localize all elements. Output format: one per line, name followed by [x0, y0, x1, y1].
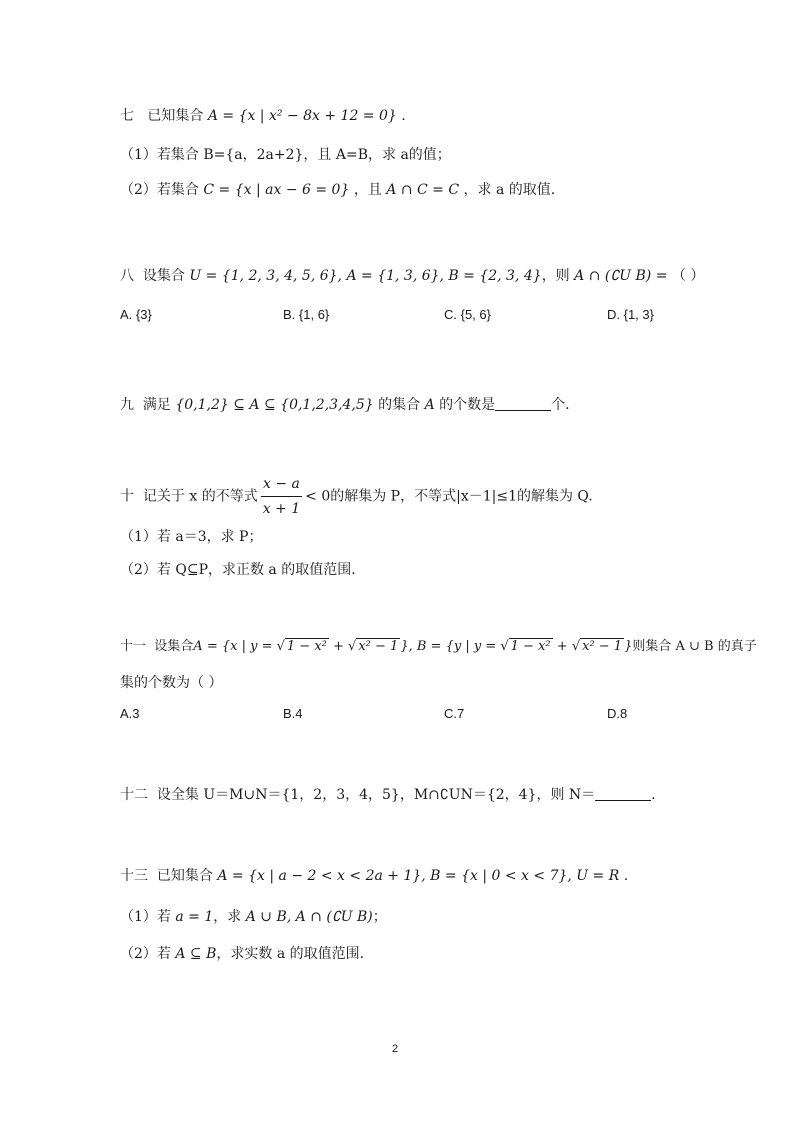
q12-text: 设全集 U＝M∪N＝{1，2，3，4，5}，M∩∁UN＝{2，4}，则 N＝ [156, 787, 596, 803]
q13-stem-prefix: 已知集合 [156, 868, 213, 884]
q13-part1 [120, 907, 387, 927]
q8-complement-expression: A ∩ (∁U B) = [574, 268, 668, 284]
q11-set-a-radical-1: 1 − x² [286, 639, 327, 654]
q11-set-b-pre: B = {y | y = [416, 639, 501, 654]
q8-option-c[interactable]: C. {5, 6} [444, 307, 491, 322]
q13-stem [120, 866, 628, 886]
q8-stem [120, 266, 704, 286]
q8-stem-mid: ，则 [541, 268, 570, 284]
q9-number: 九 [120, 397, 134, 413]
q7-set-expression: A = {x | x² − 8x + 12 = 0} [207, 108, 397, 124]
q7-part2-set-expression: C = {x | ax − 6 = 0} [203, 182, 350, 198]
q8-stem-prefix: 设集合 [142, 268, 185, 284]
q11-set-b: B = {y | y = √ 1 − x² + √ x² − 1 } [416, 639, 633, 654]
q10-part2: （2）若 Q⊆P，求正数 a 的取值范围. [120, 562, 356, 578]
q10-part1: （1）若 a＝3，求 P； [120, 529, 263, 545]
q12-stem [120, 785, 656, 805]
q11-option-a[interactable]: A.3 [120, 706, 140, 721]
q13-stem-suffix: . [623, 868, 629, 884]
q11-stem [120, 637, 757, 657]
q9-stem-prefix: 满足 [142, 397, 171, 413]
q13-part1-prefix: （1）若 [120, 909, 171, 925]
q11-set-a-post: }, [400, 639, 417, 654]
q8-answer-paren: （ ） [671, 268, 705, 284]
q13-part1-suffix: ； [372, 909, 387, 925]
q7-number: 七 [120, 108, 134, 124]
q10-fraction-numerator: x − a [261, 474, 302, 497]
q10-stem-prefix: 记关于 x 的不等式 [142, 488, 258, 505]
q10-stem [120, 474, 593, 519]
q9-variable: A [424, 397, 435, 413]
q8-option-d[interactable]: D. {1, 3} [607, 307, 654, 322]
q11-set-b-post: } [624, 639, 633, 654]
q10-stem-suffix: 的解集为 Q. [516, 488, 593, 505]
q13-part2-suffix: ，求实数 a 的取值范围. [216, 946, 365, 962]
q13-sets-expression: A = {x | a − 2 < x < 2a + 1}, B = {x | 0 < x < 7}, U = R [217, 868, 620, 884]
q13-number: 十三 [120, 868, 148, 884]
q7-stem-suffix: . [401, 108, 406, 124]
q13-part1-expression: A ∪ B, A ∩ (∁U B) [245, 909, 373, 925]
q7-stem-prefix: 已知集合 [147, 108, 204, 124]
q11-option-c[interactable]: C.7 [444, 706, 465, 721]
q7-part2-prefix: （2）若集合 [120, 182, 199, 198]
q11-set-b-radical-1: 1 − x² [510, 639, 551, 654]
q11-option-d[interactable]: D.8 [607, 706, 628, 721]
q11-stem-line2: 集的个数为（ ） [120, 675, 223, 691]
q13-part2-condition: A ⊆ B [175, 946, 217, 962]
q7-part2-suffix: ，求 a 的取值. [463, 182, 556, 198]
q9-subset-expression: {0,1,2} ⊆ A ⊆ {0,1,2,3,4,5} [175, 397, 374, 413]
q9-stem-suffix-b: 的个数是 [439, 397, 496, 413]
q11-stem-suffix: 则集合 A ∪ B 的真子 [632, 639, 757, 654]
q7-part2-condition: A ∩ C = C [386, 182, 460, 198]
q11-option-b[interactable]: B.4 [283, 706, 303, 721]
q11-set-a-radical-2: x² − 1 [358, 639, 399, 654]
q12-answer-blank[interactable] [595, 786, 651, 801]
q9-stem-suffix-a: 的集合 [378, 397, 421, 413]
q11-set-a-pre: A = {x | y = [193, 639, 277, 654]
q10-stem-mid: 的解集为 P，不等式 [330, 488, 457, 505]
q10-fraction-denominator: x + 1 [262, 501, 301, 517]
q11-set-a-plus: + [328, 639, 349, 654]
q8-number: 八 [120, 268, 134, 284]
q13-part1-mid: ，求 [213, 909, 242, 925]
q7-stem [120, 106, 406, 126]
q9-unit: 个. [551, 397, 570, 413]
q12-suffix: . [651, 787, 656, 803]
q10-number: 十 [120, 488, 134, 505]
q10-inequality-tail: < 0 [305, 488, 331, 505]
q13-part2 [120, 944, 364, 964]
q8-option-a[interactable]: A. {3} [120, 307, 152, 322]
q7-part2 [120, 180, 555, 200]
q11-set-a: A = {x | y = √ 1 − x² + √ x² − 1 }, [193, 639, 417, 654]
q11-stem-prefix: 设集合 [154, 639, 194, 654]
q11-set-b-plus: + [552, 639, 572, 654]
q11-set-b-radical-2: x² − 1 [582, 639, 623, 654]
q10-fraction [261, 474, 302, 519]
q7-part1: （1）若集合 B={a，2a+2}，且 A=B，求 a的值； [120, 147, 451, 163]
q13-part2-prefix: （2）若 [120, 946, 171, 962]
q8-sets-expression: U = {1, 2, 3, 4, 5, 6}, A = {1, 3, 6}, B = {2, 3, 4} [189, 268, 542, 284]
q9-stem [120, 395, 570, 415]
q7-part2-mid: ，且 [353, 182, 382, 198]
q8-option-b[interactable]: B. {1, 6} [283, 307, 330, 322]
page-number: 2 [392, 1043, 399, 1055]
q11-number: 十一 [120, 639, 147, 654]
q13-part1-condition: a = 1 [175, 909, 214, 925]
q12-number: 十二 [120, 787, 148, 803]
q10-abs-expression: |x－1|≤1 [456, 488, 517, 505]
q9-answer-blank[interactable] [495, 396, 551, 411]
